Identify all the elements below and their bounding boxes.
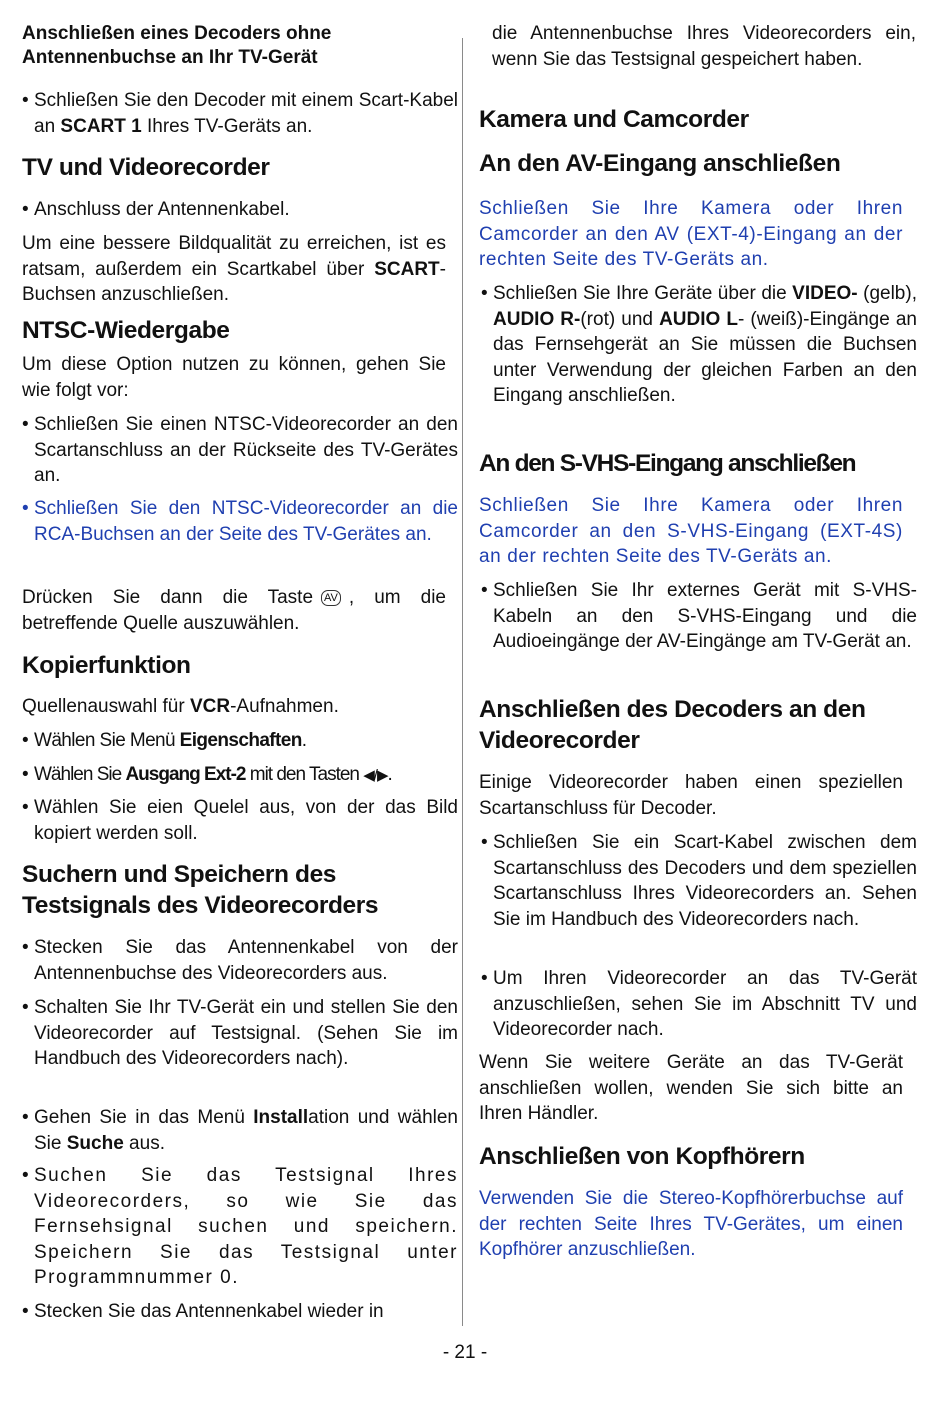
search-bullet-menu: • Gehen Sie in das Menü Installation und wählen Sie Suche aus. [22, 1105, 458, 1156]
decoder-vcr-heading: Anschließen des Decoders an den Videorecorder [479, 696, 866, 754]
svhs-heading: An den S-VHS-Eingang anschließen [479, 450, 856, 477]
tv-vcr-bullet: • Anschluss der Antennenkabel. [22, 197, 458, 223]
search-bullet-testsignal: • Schalten Sie Ihr TV-Gerät ein und stellen Sie den Videorecorder auf Testsignal. (Sehen Sie im Handbuch des Videorecorders nach). [22, 995, 458, 1072]
search-bullet-unplug: • Stecken Sie das Antennenkabel von der Antennenbuchse des Videorecorders aus. [22, 935, 458, 986]
ntsc-press-key: Drücken Sie dann die Taste AV , um die betreffende Quelle auszuwählen. [22, 587, 446, 634]
ntsc-heading: NTSC-Wiedergabe [22, 317, 230, 344]
page-number: - 21 - [442, 1342, 488, 1363]
search-heading: Suchern und Speichern des Testsignals des Videorecorders [22, 861, 379, 919]
ntsc-intro: Um diese Option nutzen zu können, gehen Sie wie folgt vor: [22, 354, 446, 401]
av-input-heading: An den AV-Eingang anschließen [479, 150, 841, 177]
column-divider [462, 38, 463, 1326]
ntsc-bullet-scart: • Schließen Sie einen NTSC-Videorecorder an den Scartanschluss an der Rückseite des TV-Gerätes an. [22, 412, 458, 489]
decoder-tv-bullet: • Schließen Sie den Decoder mit einem Scart-Kabel an SCART 1 Ihres TV-Geräts an. [22, 88, 458, 139]
headphones-text: Verwenden Sie die Stereo-Kopfhörerbuchse auf der rechten Seite Ihres TV-Gerätes, um einen Kopfhörer anzuschließen. [479, 1188, 903, 1260]
copy-source: Quellenauswahl für VCR-Aufnahmen. [22, 696, 339, 717]
copy-bullet-output: • Wählen Sie Ausgang Ext-2 mit den Tasten ◀/▶. [22, 762, 458, 789]
decoder-vcr-bullet-connect: • Um Ihren Videorecorder an das TV-Gerät anzuschließen, sehen Sie im Abschnitt TV und Videorecorder nach. [479, 966, 917, 1043]
copy-heading: Kopierfunktion [22, 652, 191, 679]
svhs-text: Schließen Sie Ihre Kamera oder Ihren Camcorder an den S-VHS-Eingang (EXT-4S) an der rechten Seite des TV-Geräts an. [479, 495, 903, 567]
decoder-vcr-intro: Einige Videorecorder haben einen speziellen Scartanschluss für Decoder. [479, 772, 903, 819]
decoder-vcr-bullet-scart: • Schließen Sie ein Scart-Kabel zwischen dem Scartanschluss des Decoders und dem speziellen Scartanschluss Ihres Videorecorders an. Sehen Sie im Handbuch des Videorecorders nach. [479, 830, 917, 932]
left-right-arrow-icon: ◀/▶ [363, 767, 388, 784]
continuation-text: die Antennenbuchse Ihres Videorecorders ein, wenn Sie das Testsignal gespeichert haben. [492, 23, 916, 70]
svhs-bullet: • Schließen Sie Ihr externes Gerät mit S-VHS-Kabeln an den S-VHS-Eingang und die Audioeingänge der AV-Eingänge am TV-Gerät an. [479, 578, 917, 655]
search-bullet-store: • Suchen Sie das Testsignal Ihres Videorecorders, so wie Sie das Fernsehsignal suchen und speichern. Speichern Sie das Testsignal unter Programmnummer 0. [22, 1163, 458, 1291]
av-input-text: Schließen Sie Ihre Kamera oder Ihren Camcorder an den AV (EXT-4)-Eingang an der rechten Seite des TV-Geräts an. [479, 198, 903, 270]
camera-heading: Kamera und Camcorder [479, 106, 749, 133]
search-bullet-reconnect: • Stecken Sie das Antennenkabel wieder in [22, 1299, 458, 1325]
headphones-heading: Anschließen von Kopfhörern [479, 1143, 805, 1170]
tv-vcr-heading: TV und Videorecorder [22, 154, 270, 181]
ntsc-bullet-rca: • Schließen Sie den NTSC-Videorecorder an die RCA-Buchsen an der Seite des TV-Gerätes an. [22, 496, 458, 547]
av-key-icon: AV [321, 590, 341, 606]
decoder-tv-heading: Anschließen eines Decoders ohne Antennenbuchse an Ihr TV-Gerät [22, 23, 332, 68]
copy-bullet-source: • Wählen Sie eien Quelel aus, von der das Bild kopiert werden soll. [22, 795, 458, 846]
av-input-bullet: • Schließen Sie Ihre Geräte über die VIDEO- (gelb), AUDIO R-(rot) und AUDIO L- (weiß)-Eingänge an das Fernsehgerät an Sie müssen die Buchsen unter Verwendung der gleichen Farben an den Eingang anschließen. [479, 281, 917, 409]
tv-vcr-paragraph: Um eine bessere Bildqualität zu erreichen, ist es ratsam, außerdem ein Scartkabel über SCART-Buchsen anzuschließen. [22, 233, 446, 305]
decoder-vcr-dealer: Wenn Sie weitere Geräte an das TV-Gerät anschließen wollen, wenden Sie sich bitte an Ihren Händler. [479, 1052, 903, 1124]
copy-bullet-menu: • Wählen Sie Menü Eigenschaften. [22, 728, 458, 754]
